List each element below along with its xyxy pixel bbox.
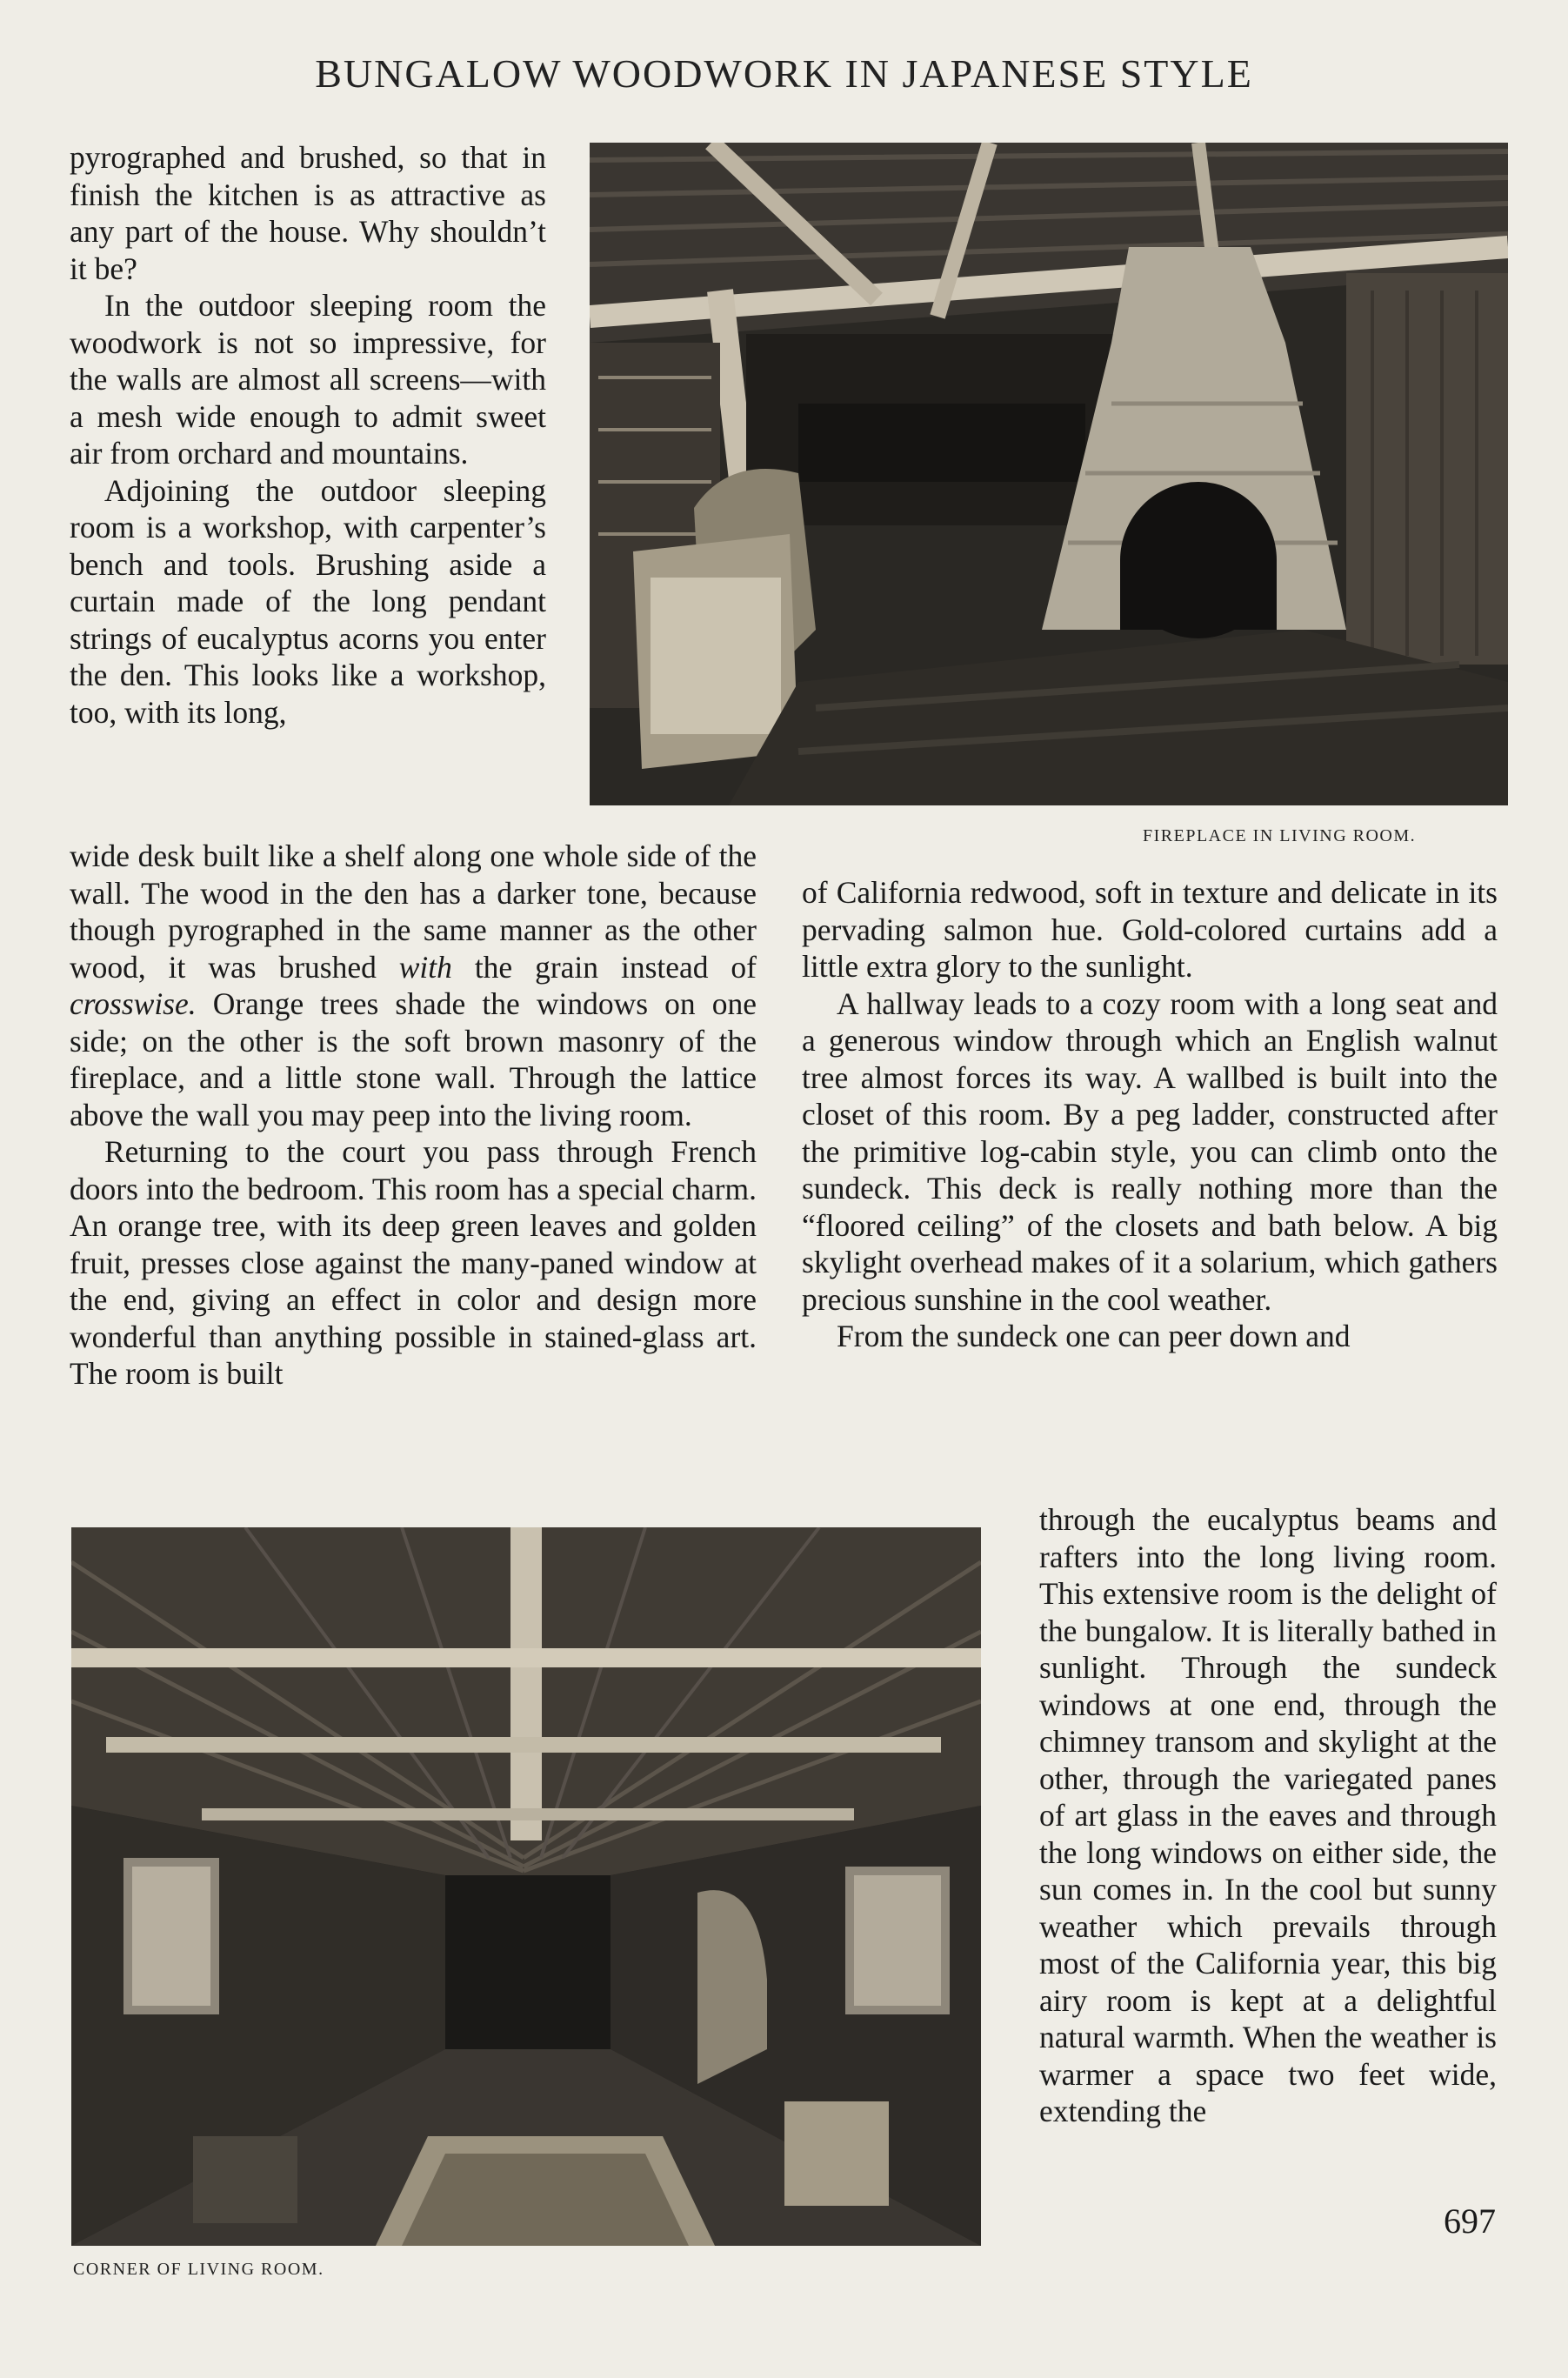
- text-run: the grain instead of: [451, 949, 757, 985]
- text-run: Orange trees shade the windows on one side; on the other is the soft brown masonry of the fireplace, and a little stone wall. Through the lattice above the wall you may peep into the living room.: [70, 986, 757, 1132]
- paragraph: From the sundeck one can peer down and: [837, 1319, 1351, 1353]
- paragraph: A hallway leads to a cozy room with a long seat and a generous window through which an English walnut tree almost forces its way. A wallbed is built into the closet of this room. By a peg ladder, constructed after the primitive log-cabin style, you can climb onto the sundeck. This deck is really nothing more than the “floored ceiling” of the closets and bath below. A big skylight overhead makes of it a solarium, which gathers precious sunshine in the cool weather.: [802, 985, 1498, 1317]
- caption-corner: CORNER OF LIVING ROOM.: [73, 2260, 324, 2279]
- text-run: wide desk built like a shelf along one whole side of the wall. The wood in the den has a darker tone, because though pyrographed in the same manner as the other wood, it was brushed: [70, 838, 757, 985]
- emphasis: with: [398, 949, 452, 985]
- paragraph: [70, 838, 757, 1133]
- photo-fireplace: [590, 143, 1508, 805]
- caption-fireplace: FIREPLACE IN LIVING ROOM.: [1143, 826, 1417, 845]
- column-left-wide: [70, 838, 757, 1393]
- paragraph: Returning to the court you pass through French doors into the bedroom. This room has a special charm. An orange tree, with its deep green leaves and golden fruit, presses close against the many-paned window at the end, giving an effect in color and design more wonderful than anything possible in stained-glass art. The room is built: [70, 1134, 757, 1391]
- paragraph: of California redwood, soft in texture and delicate in its pervading salmon hue. Gold-colored curtains add a little extra glory to the sunlight.: [802, 875, 1498, 984]
- paragraph: Adjoining the outdoor sleeping room is a workshop, with carpenter’s bench and tools. Brushing aside a curtain made of the long pendant strings of eucalyptus acorns you enter the den. This looks like a workshop, too, with its long,: [70, 472, 546, 730]
- paragraph: pyrographed and brushed, so that in finish the kitchen is as attractive as any part of the house. Why shouldn’t it be?: [70, 140, 546, 286]
- fireplace-illustration: [590, 143, 1508, 805]
- emphasis: crosswise.: [70, 986, 197, 1021]
- column-left-top: [70, 139, 546, 731]
- photo-corner-living-room: [71, 1527, 981, 2246]
- column-right: [802, 874, 1498, 1355]
- column-narrow: [1039, 1501, 1497, 2130]
- living-room-illustration: [71, 1527, 981, 2246]
- paragraph: In the outdoor sleeping room the woodwork is not so impressive, for the walls are almost all screens—with a mesh wide enough to admit sweet air from orchard and mountains.: [70, 288, 546, 471]
- running-head: BUNGALOW WOODWORK IN JAPANESE STYLE: [315, 51, 1253, 96]
- paragraph: through the eucalyptus beams and rafters into the long living room. This extensive room is the delight of the bungalow. It is literally bathed in sunlight. Through the sundeck windows at one end, through the chimney transom and skylight at the other, through the variegated panes of art glass in the eaves and through the long windows on either side, the sun comes in. In the cool but sunny weather which prevails through most of the California year, this big airy room is kept at a delightful natural warmth. When the weather is warmer a space two feet wide, extending the: [1039, 1502, 1497, 2128]
- page-number: 697: [1444, 2201, 1496, 2241]
